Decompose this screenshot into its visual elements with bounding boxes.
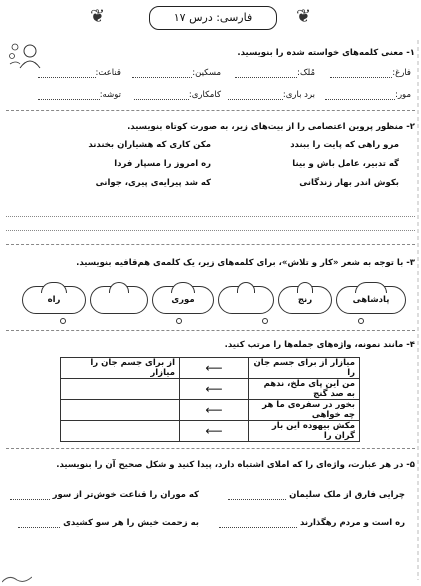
q1-field-farigh[interactable] [330, 68, 411, 78]
scrambled-sentence: من این پای ملخ، ندهم به صد گنج [249, 379, 360, 400]
q1-field-moor[interactable] [325, 90, 411, 100]
q1-field-molk[interactable] [235, 68, 315, 78]
arrow-left-icon: ⟵ [180, 400, 249, 421]
question-2-heading: ۲- منظور پروین اعتصامی را از بیت‌های زیر، به صورت کوتاه بنویسید. [127, 122, 415, 132]
cloud-word-moori: موری [152, 286, 214, 314]
field-label: فارغ: [392, 68, 411, 78]
phrase-text: چرایی فارق از ملک سلیمان [289, 490, 405, 500]
question-3-heading: ۳- با توجه به شعر «کار و تلاش»، برای کلمه‌های زیر، یک کلمه‌ی هم‌قافیه بنویسید. [76, 258, 415, 268]
ordered-sentence-answer[interactable] [61, 400, 180, 421]
q5-phrase-2[interactable] [10, 490, 199, 500]
scrambled-sentence: بخور در سفره‌ی ما هر چه خواهی [249, 400, 360, 421]
ordered-sentence-answer[interactable] [61, 421, 180, 442]
verse-right-1: مرو راهی که پایت را ببندد [290, 140, 399, 150]
verse-left-3: که شد پیرایه‌ی پیری، جوانی [95, 178, 211, 188]
verse-right-3: بکوش اندر بهار زندگانی [299, 178, 399, 188]
field-label: کامکاری: [188, 90, 221, 100]
scrambled-sentence: مکش بیهوده این بار گران را [249, 421, 360, 442]
verse-right-2: گه تدبیر، عامل باش و بینا [292, 159, 399, 169]
field-label: مور: [395, 90, 411, 100]
page-border-ornament [415, 40, 421, 580]
cloud-word-ranj: رنج [278, 286, 332, 314]
field-label: قناعت: [95, 68, 121, 78]
table-row [61, 421, 360, 442]
question-1-heading: ۱- معنی کلمه‌های خواسته شده را بنویسید. [237, 48, 415, 58]
phrase-text: که موران را قناعت خوش‌تر از سور [52, 490, 199, 500]
cloud-word-padeshahi: پادشاهی [336, 286, 406, 314]
q1-field-ghenaat[interactable] [38, 68, 122, 78]
cloud-bubble [60, 318, 66, 324]
phrase-text: به زحمت خیش را هر سو کشیدی [63, 518, 199, 528]
arrow-left-icon: ⟵ [180, 358, 249, 379]
divider [6, 448, 415, 449]
divider [6, 110, 415, 111]
ordered-sentence-answer[interactable]: از برای جسم جان را میازار [61, 358, 180, 379]
reorder-table [60, 357, 360, 442]
cloud-answer-1[interactable] [218, 286, 274, 314]
ordered-sentence-answer[interactable] [61, 379, 180, 400]
divider [6, 330, 415, 331]
field-label: برد باری: [282, 90, 315, 100]
page-title: فارسی: درس ۱۷ [149, 6, 277, 30]
butterfly-icon: ❦ [90, 6, 106, 27]
cloud-bubble [262, 318, 268, 324]
answer-line[interactable] [6, 216, 415, 217]
verse-left-2: ره امروز را مسپار فردا [114, 159, 211, 169]
field-label: مسکین: [192, 68, 221, 78]
question-5-heading: ۵- در هر عبارت، واژه‌ای را که املای اشتباه دارد، پیدا کنید و شکل صحیح آن را بنویسید. [56, 460, 415, 470]
q5-phrase-4[interactable] [18, 518, 199, 528]
cloud-bubble [176, 318, 182, 324]
scrambled-sentence: میازار از برای جسم جان را [249, 358, 360, 379]
field-label: توشه: [99, 90, 121, 100]
cloud-answer-2[interactable] [90, 286, 148, 314]
phrase-text: ره است و مردم رهگذارند [300, 518, 405, 528]
q1-field-bordbari[interactable] [228, 90, 315, 100]
cloud-bubble [358, 318, 364, 324]
table-row [61, 379, 360, 400]
verse-left-1: مکن کاری که هشیاران بخندند [88, 140, 211, 150]
question-4-heading: ۴- مانند نمونه، واژه‌های جمله‌ها را مرتب کنید. [224, 340, 415, 350]
answer-line[interactable] [6, 230, 415, 231]
butterfly-icon: ❦ [296, 6, 312, 27]
table-row [61, 400, 360, 421]
field-label: مُلک: [297, 68, 315, 78]
cloud-word-rah: راه [22, 286, 86, 314]
q1-field-meskin[interactable] [132, 68, 221, 78]
table-row [61, 358, 360, 379]
q1-field-tooshe[interactable] [38, 90, 121, 100]
arrow-left-icon: ⟵ [180, 421, 249, 442]
q5-phrase-3[interactable] [219, 518, 405, 528]
arrow-left-icon: ⟵ [180, 379, 249, 400]
corner-wave-ornament [2, 574, 32, 584]
girl-with-flowers-icon [6, 38, 48, 70]
q5-phrase-1[interactable] [228, 490, 405, 500]
q1-field-kamkari[interactable] [134, 90, 221, 100]
divider [6, 244, 415, 245]
